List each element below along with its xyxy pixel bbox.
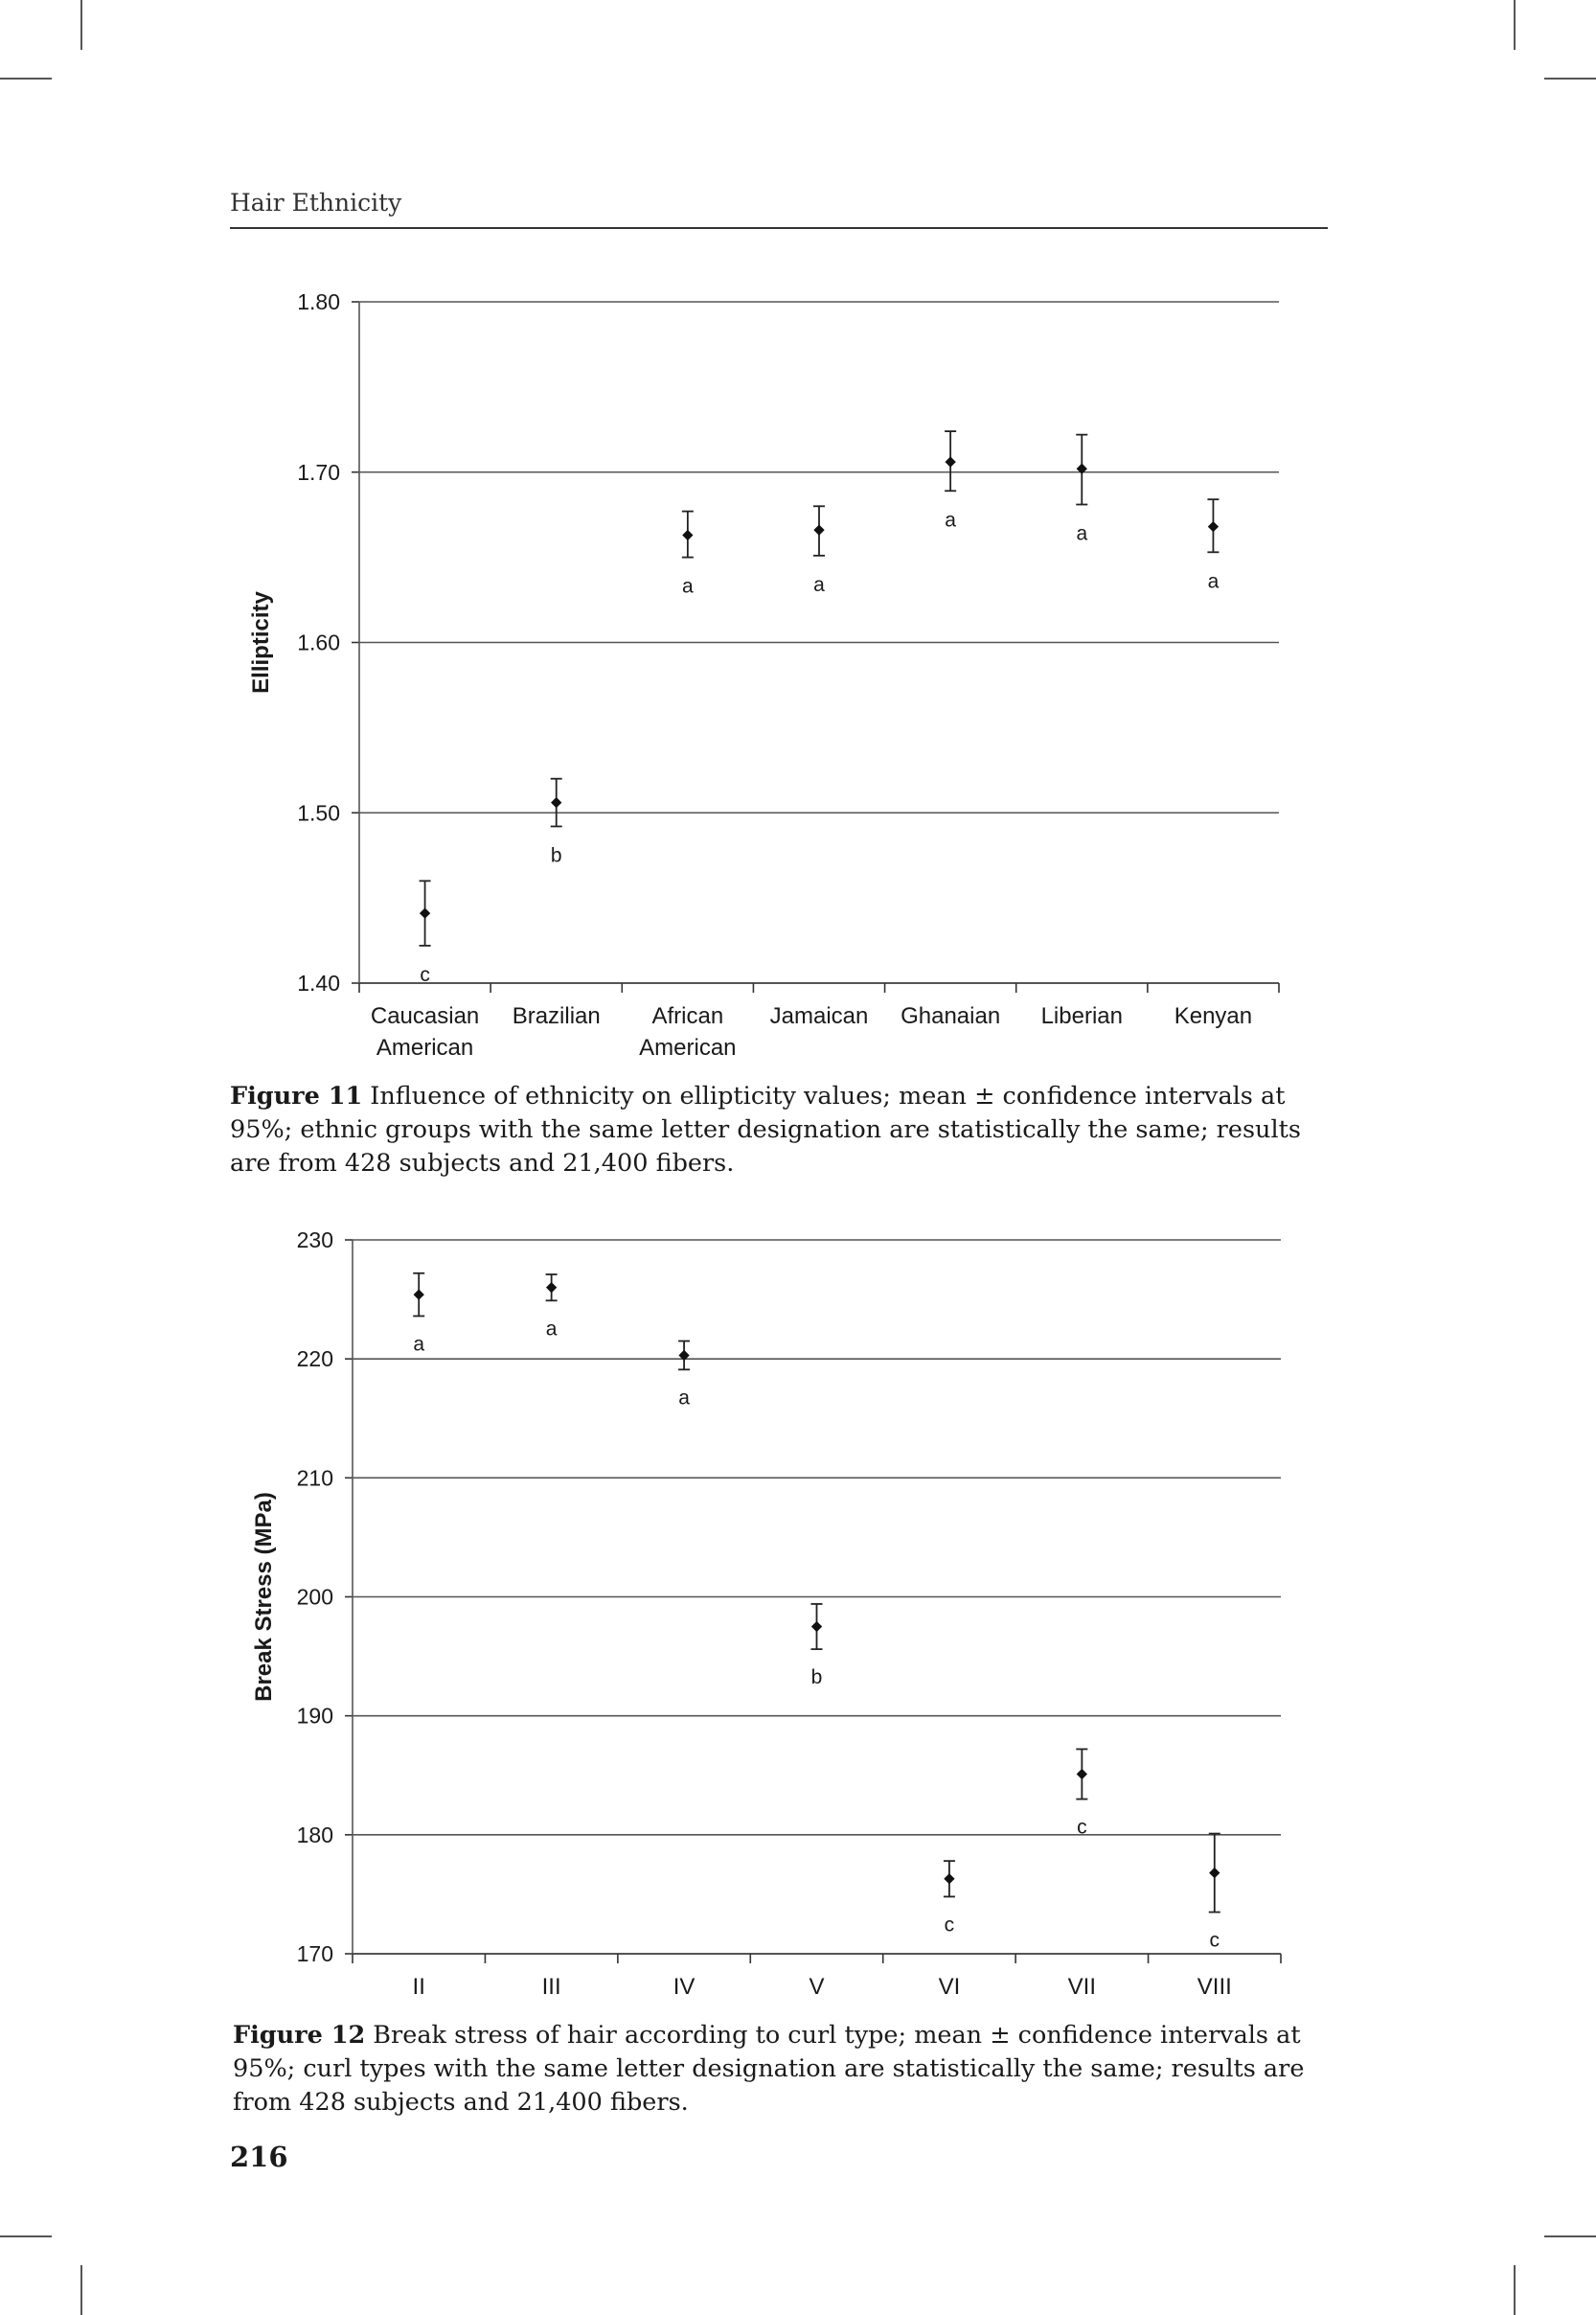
x-tick-label: Brazilian	[512, 1003, 601, 1029]
x-tick-label: Kenyan	[1174, 1003, 1253, 1029]
figure-11-label: Figure 11	[230, 1082, 363, 1111]
crop-mark	[0, 78, 52, 80]
data-point	[813, 525, 824, 536]
x-tick-label: II	[412, 1974, 425, 2000]
break-stress-chart	[0, 1207, 1341, 2012]
significance-letter: b	[810, 1666, 823, 1689]
y-axis-label: Ellipticity	[248, 591, 274, 694]
significance-letter: c	[420, 963, 430, 986]
x-tick-label: VIII	[1197, 1974, 1232, 2000]
x-tick-label: Liberian	[1040, 1003, 1123, 1029]
data-point	[551, 797, 561, 808]
x-tick-label: African	[651, 1003, 724, 1029]
x-tick-label: VI	[938, 1974, 961, 2000]
crop-mark	[0, 2235, 52, 2237]
y-tick-label: 230	[296, 1227, 333, 1252]
figure-11-caption	[230, 1080, 1332, 1180]
y-tick-label: 200	[296, 1584, 333, 1610]
y-tick-label: 170	[296, 1941, 333, 1966]
y-tick-label: 1.40	[297, 971, 340, 996]
running-head: Hair Ethnicity	[230, 189, 402, 217]
x-tick-label: VII	[1067, 1974, 1097, 2000]
y-tick-label: 1.70	[297, 459, 340, 485]
data-point	[420, 907, 430, 918]
significance-letter: c	[1209, 1929, 1220, 1952]
crop-mark	[80, 2265, 82, 2315]
significance-letter: a	[682, 575, 694, 598]
significance-letter: a	[678, 1387, 690, 1410]
crop-mark	[1544, 2235, 1596, 2237]
x-tick-label: Caucasian	[370, 1003, 480, 1029]
header-rule	[230, 227, 1328, 229]
data-point	[945, 456, 955, 467]
x-tick-label: IV	[673, 1974, 695, 2000]
x-tick-label: V	[809, 1974, 825, 2000]
y-tick-label: 1.50	[297, 800, 340, 826]
crop-mark	[1544, 78, 1596, 80]
figure-11-text: Influence of ethnicity on ellipticity values; mean ± confidence intervals at 95%; ethnic groups with the same letter designation are statistically the same; results are from 428 subjects and 21,400 fibers.	[230, 1082, 1301, 1178]
data-point	[682, 530, 693, 540]
x-tick-label: American	[639, 1035, 737, 1061]
page-number: 216	[230, 2141, 288, 2173]
y-tick-label: 1.80	[297, 289, 340, 314]
x-tick-label: American	[376, 1035, 474, 1061]
ellipticity-chart	[0, 268, 1341, 1073]
data-point	[1208, 521, 1219, 532]
x-tick-label: Jamaican	[769, 1003, 869, 1029]
significance-letter: c	[944, 1914, 955, 1937]
crop-mark	[1514, 0, 1516, 50]
y-tick-label: 1.60	[297, 630, 340, 655]
figure-12-label: Figure 12	[233, 2021, 366, 2050]
data-point	[414, 1289, 424, 1299]
y-tick-label: 210	[296, 1465, 333, 1491]
significance-letter: b	[550, 844, 562, 867]
significance-letter: a	[1207, 570, 1220, 593]
significance-letter: a	[813, 573, 825, 596]
y-axis-label: Break Stress (MPa)	[251, 1492, 277, 1702]
x-tick-label: III	[541, 1974, 561, 2000]
data-point	[1077, 1769, 1087, 1779]
y-tick-label: 190	[296, 1703, 333, 1729]
y-tick-label: 180	[296, 1822, 333, 1847]
figure-12-caption	[233, 2019, 1334, 2120]
y-tick-label: 220	[296, 1346, 333, 1372]
significance-letter: a	[945, 509, 956, 532]
data-point	[944, 1873, 954, 1884]
crop-mark	[1514, 2265, 1516, 2315]
crop-mark	[80, 0, 82, 50]
data-point	[1209, 1868, 1220, 1878]
significance-letter: a	[413, 1333, 425, 1356]
data-point	[546, 1282, 557, 1293]
data-point	[811, 1621, 822, 1632]
x-tick-label: Ghanaian	[901, 1003, 1001, 1029]
significance-letter: c	[1077, 1816, 1087, 1839]
significance-letter: a	[545, 1318, 558, 1341]
figure-12-text: Break stress of hair according to curl type; mean ± confidence intervals at 95%; curl types with the same letter designation are statistically the same; results are from 428 subjects and 21,400 fibers.	[233, 2021, 1305, 2117]
significance-letter: a	[1076, 522, 1088, 545]
